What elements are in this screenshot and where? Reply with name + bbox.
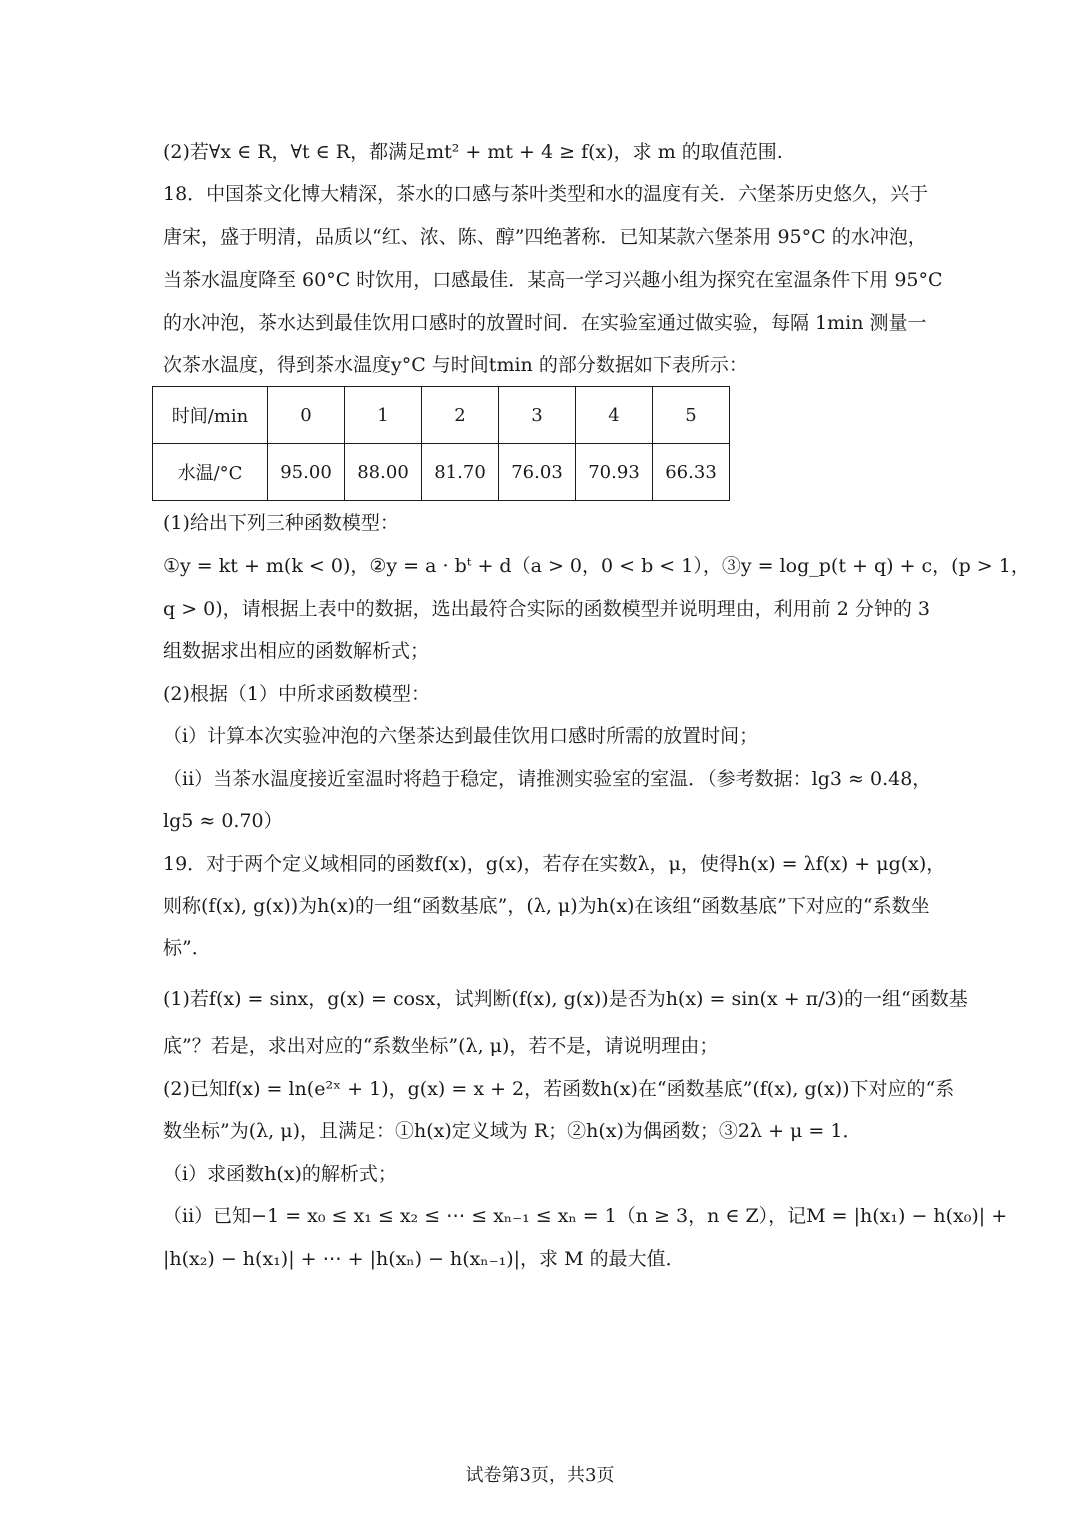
time-cell: 1 (345, 387, 422, 444)
q18-part2-ii-text: （ii）当茶水温度接近室温时将趋于稳定，请推测实验室的室温．（参考数据：lg3 ≈ 0.48， (163, 768, 932, 790)
q18-part2-text: (2)根据（1）中所求函数模型： (163, 683, 431, 705)
time-cell: 4 (576, 387, 653, 444)
q18-part1-text: 组数据求出相应的函数解析式； (163, 640, 430, 662)
time-cell: 3 (499, 387, 576, 444)
q18-part1-text: (1)给出下列三种函数模型： (163, 512, 399, 534)
q18-text: 当茶水温度降至 60°C 时饮用，口感最佳．某高一学习兴趣小组为探究在室温条件下用 95°C (163, 269, 943, 291)
temp-cell: 95.00 (268, 444, 345, 501)
q19-part2-ii-text: （ii）已知−1 = x₀ ≤ x₁ ≤ x₂ ≤ ⋯ ≤ xₙ₋₁ ≤ xₙ = 1（n ≥ 3，n ∈ Z），记M = |h(x₁) − h(x₀)| + (163, 1205, 1008, 1227)
q18-part2-ii-text: lg5 ≈ 0.70） (163, 810, 283, 832)
page-footer: 试卷第3页，共3页 (465, 1465, 615, 1486)
time-cell: 5 (653, 387, 730, 444)
temp-cell: 76.03 (499, 444, 576, 501)
q18-text: 唐宋，盛于明清，品质以“红、浓、陈、醇”四绝著称．已知某款六堡茶用 95°C 的水冲泡， (163, 226, 927, 248)
temp-header-cell: 水温/°C (153, 444, 268, 501)
q18-text: 18．中国茶文化博大精深，茶水的口感与茶叶类型和水的温度有关．六堡茶历史悠久，兴于 (163, 183, 929, 205)
temp-cell: 88.00 (345, 444, 422, 501)
q19-part2-ii-text: |h(x₂) − h(x₁)| + ⋯ + |h(xₙ) − h(xₙ₋₁)|，求 M 的最大值． (163, 1248, 685, 1270)
temp-cell: 70.93 (576, 444, 653, 501)
q17-part2-text: (2)若∀x ∈ R，∀t ∈ R，都满足mt² + mt + 4 ≥ f(x)，求 m 的取值范围. (163, 141, 783, 163)
q19-text: 标”． (163, 937, 211, 959)
temp-cell: 81.70 (422, 444, 499, 501)
q18-part1-text: q > 0)，请根据上表中的数据，选出最符合实际的函数模型并说明理由，利用前 2 分钟的 3 (163, 598, 930, 620)
q18-text: 的水冲泡，茶水达到最佳饮用口感时的放置时间．在实验室通过做实验，每隔 1min 测量一 (163, 312, 927, 334)
q19-part2-text: (2)已知f(x) = ln(e²ˣ + 1)，g(x) = x + 2，若函数h(x)在“函数基底”(f(x), g(x))下对应的“系 (163, 1078, 955, 1100)
temperature-data-table (152, 386, 730, 501)
temp-cell: 66.33 (653, 444, 730, 501)
q19-part2-i-text: （i）求函数h(x)的解析式； (163, 1163, 397, 1185)
time-cell: 2 (422, 387, 499, 444)
q19-part2-text: 数坐标”为(λ, μ)，且满足：①h(x)定义域为 R；②h(x)为偶函数；③2λ + μ = 1． (163, 1120, 862, 1142)
time-cell: 0 (268, 387, 345, 444)
q18-part2-i-text: （i）计算本次实验冲泡的六堡茶达到最佳饮用口感时所需的放置时间； (163, 725, 759, 747)
q18-text: 次茶水温度，得到茶水温度y°C 与时间tmin 的部分数据如下表所示： (163, 354, 748, 376)
table-row-time (153, 387, 730, 444)
q19-part1-text: 底”？若是，求出对应的“系数坐标”(λ, μ)，若不是，请说明理由； (163, 1035, 719, 1057)
time-header-cell: 时间/min (153, 387, 268, 444)
q19-text: 则称(f(x), g(x))为h(x)的一组“函数基底”，(λ, μ)为h(x)在该组“函数基底”下对应的“系数坐 (163, 895, 930, 917)
q19-text: 19．对于两个定义域相同的函数f(x)，g(x)，若存在实数λ，μ，使得h(x) = λf(x) + μg(x)， (163, 853, 946, 875)
q19-part1-text: (1)若f(x) = sinx，g(x) = cosx，试判断(f(x), g(x))是否为h(x) = sin(x + π/3)的一组“函数基 (163, 988, 968, 1010)
q18-models-text: ①y = kt + m(k < 0)，②y = a · bᵗ + d（a > 0，0 < b < 1），③y = log_p(t + q) + c，(p > 1， (163, 555, 1030, 577)
table-row-temp (153, 444, 730, 501)
